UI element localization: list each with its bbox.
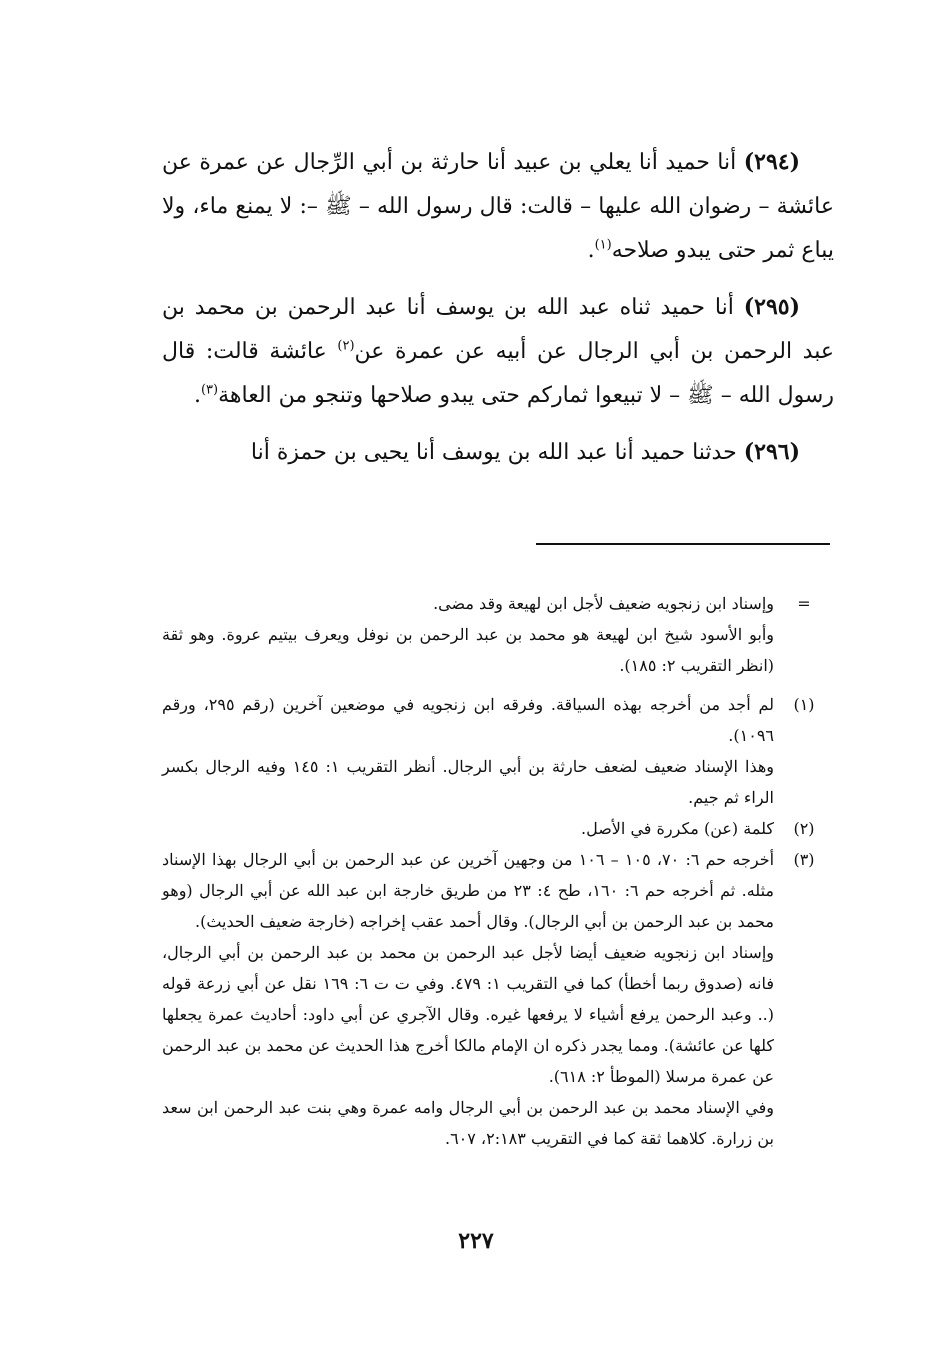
footnote-body: [162, 813, 774, 844]
footnote-paragraph: كلمة (عن) مكررة في الأصل.: [581, 819, 774, 838]
hadith-text-end: .: [587, 238, 595, 263]
page-number: ٢٢٧: [458, 1228, 494, 1254]
footnote-marker: (١): [793, 695, 815, 714]
hadith-296: [162, 430, 834, 475]
footnote-1: [162, 689, 834, 813]
hadith-text: حدثنا حميد أنا عبد الله بن يوسف أنا يحيى بن حمزة أنا: [250, 440, 744, 465]
footnote-reference[interactable]: (٢): [337, 338, 355, 354]
footnote-body: [162, 689, 774, 813]
main-text: [162, 140, 834, 487]
footnote-separator: [536, 543, 830, 545]
footnote-continuation: [162, 588, 834, 681]
footnote-paragraph: لم أجد من أخرجه بهذه السياقة. وفرقه ابن زنجويه في موضعين آخرين (رقم ٢٩٥، ورقم ١٠٩٦).: [162, 695, 775, 745]
footnote-paragraph: وإسناد ابن زنجويه ضعيف لأجل ابن لهيعة وقد مضى.: [433, 594, 774, 613]
footnote-marker: (٣): [793, 850, 815, 869]
footnote-paragraph: وإسناد ابن زنجويه ضعيف أيضا لأجل عبد الرحمن بن محمد بن عبد الرحمن بن أبي الرجال، فانه (صدوق ربما أخطأ) كما في التقريب ١: ٤٧٩. وفي ت ت ٦: ١٦٩ نقل عن أبي زرعة قوله (.. وعبد الرحمن يرفع أشياء لا يرفعها غيره. وقال الآجري عن أبي داود: أحاديث عمرة يجعلها كلها عن عائشة). ومما يجدر ذكره ان الإمام مالكا أخرج هذا الحديث عن محمد بن عبد الرحمن عن عمرة مرسلا (الموطأ ٢: ٦١٨).: [162, 943, 775, 1086]
footnote-reference[interactable]: (١): [594, 237, 612, 253]
footnotes: [162, 588, 834, 1154]
footnote-paragraph: وفي الإسناد محمد بن عبد الرحمن بن أبي الرجال وامه عمرة وهي بنت عبد الرحمن ابن سعد بن زرارة. كلاهما ثقة كما في التقريب ٢:١٨٣، ٦٠٧.: [162, 1098, 774, 1148]
hadith-text-end: .: [193, 383, 201, 408]
hadith-text-middle: عائشة قالت: قال رسول الله – ﷺ – لا تبيعوا ثمارکم حتى يبدو صلاحها وتنجو من العاهة: [162, 339, 834, 408]
footnote-marker: (٢): [793, 819, 815, 838]
hadith-number: (٢٩٥): [743, 294, 800, 320]
footnote-marker: =: [797, 594, 811, 613]
hadith-text: أنا حميد أنا يعلي بن عبيد أنا حارثة بن أبي الرِّجال عن عمرة عن عائشة – رضوان الله عليها – قالت: قال رسول الله – ﷺ –: لا يمنع ماء، ولا يباع ثمر حتى يبدو صلاحه: [162, 150, 834, 263]
footnote-body: [162, 844, 774, 1154]
footnote-2: [162, 813, 834, 844]
footnote-body: [162, 588, 774, 681]
hadith-number: (٢٩٦): [743, 439, 800, 465]
hadith-number: (٢٩٤): [743, 149, 800, 175]
hadith-text: أنا حميد ثناه عبد الله بن يوسف أنا عبد الرحمن بن محمد بن عبد الرحمن بن أبي الرجال عن أبيه عن عمرة عن: [162, 295, 834, 364]
footnote-reference[interactable]: (٣): [200, 382, 219, 398]
hadith-294: [162, 140, 834, 273]
footnote-3: [162, 844, 834, 1154]
footnote-paragraph: وهذا الإسناد ضعيف لضعف حارثة بن أبي الرجال. أنظر التقريب ١: ١٤٥ وفيه الرجال بكسر الراء ثم جيم.: [162, 757, 775, 807]
footnote-paragraph: أخرجه حم ٦: ٧٠، ١٠٥ – ١٠٦ من وجهين آخرين عن عبد الرحمن بن أبي الرجال بهذا الإسناد مثله. ثم أخرجه حم ٦: ١٦٠، طح ٤: ٢٣ من طريق خارجة ابن عبد الله عن أبي الرجال (وهو محمد بن عبد الرحمن بن أبي الرجال). وقال أحمد عقب إخراجه (خارجة ضعيف الحديث).: [162, 850, 775, 931]
footnote-paragraph: وأبو الأسود شيخ ابن لهيعة هو محمد بن عبد الرحمن بن نوفل ويعرف بيتيم عروة. وهو ثقة (انظر التقريب ٢: ١٨٥).: [162, 625, 774, 675]
hadith-295: [162, 285, 834, 418]
